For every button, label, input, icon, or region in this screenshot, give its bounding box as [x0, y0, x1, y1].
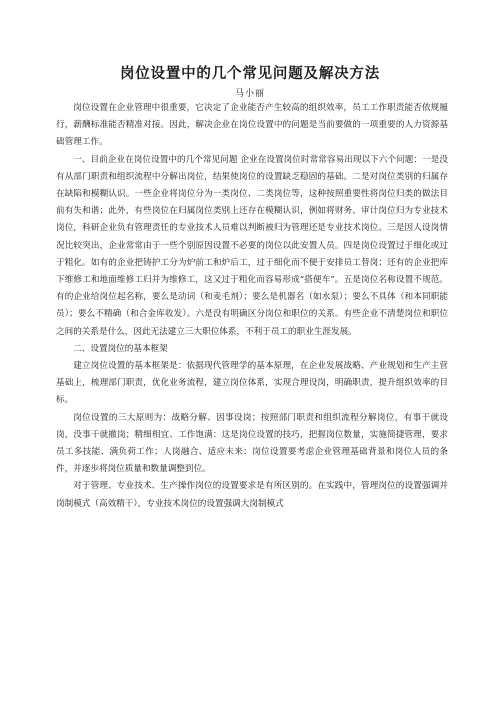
document-title: 岗位设置中的几个常见问题及解决方法	[119, 66, 381, 82]
section-2-heading: 二、设置岗位的基本框架	[73, 343, 168, 354]
requirements-paragraph: 对于管理、专业技术、生产操作岗位的设置要求是有所区别的。在实践中，管理岗位的设置强调并岗制模式（高效精干），专业技术岗位的设置强调大岗制模式	[56, 481, 448, 509]
intro-paragraph: 岗位设置在企业管理中很重要，它决定了企业能否产生较高的组织效率，员工工作职责能否依规履行，薪酬标准能否精准对接。因此，解决企业在岗位设置中的问题是当前要做的一项重要的人力资源基础管理工作。	[56, 103, 448, 148]
document-body	[56, 100, 448, 513]
document-author: 马小丽	[234, 89, 265, 99]
framework-paragraph: 建立岗位设置的基本框架是：依据现代管理学的基本原理，在企业发展战略、产业规划和生产主营基础上，梳理部门职责，优化业务流程，建立岗位体系，实现合理设岗，明确职责，提升组织效率的目标。	[56, 361, 448, 406]
section-1-paragraph: 一、目前企业在岗位设置中的几个常见问题 企业在设置岗位时常常容易出现以下六个问题：一是没有从部门职责和组织流程中分解出岗位，结果使岗位的设置缺乏稳固的基础。二是对岗位类别的归属存在缺陷和模糊认识。一些企业将岗位分为一类岗位、二类岗位等，这种按照重要性将岗位归类的做法目前有失和谐；此外，有些岗位在归属岗位类别上还存在模糊认识，例如将财务、审计岗位归为专业技术岗位，科研企业负有管理责任的专业技术人员难以判断被归为管理还是专业技术岗位。三是因人设岗情况比较突出，企业常常由于一些个别原因设置不必要的岗位以此安置人员。四是岗位设置过于细化或过于粗化。如有的企业把铸护工分为炉前工和炉后工，过于细化而不便于安排员工替岗；还有的企业把库下维修工和地面维修工归并为维修工，这又过于粗化而容易形成“搭便车”。五是岗位名称设置不规范。有的企业给岗位起名称，要么是动词（和麦毛剂）；要么是机器名（如水泵）；要么不具体（和本同职能员）；要么不精确（和合金库收发）。六是没有明确区分岗位和职位的关系。有些企业不清楚岗位和职位之间的关系是什么，因此无法建立三大职位体系，不利于员工的职业生涯发展。	[56, 154, 448, 337]
principles-paragraph: 岗位设置的三大原则为：战略分解、因事设岗；按照部门职责和组织流程分解岗位，有事干就设岗，没事干就撤岗；精细相宜、工作饱满：这是岗位设置的技巧，把握岗位数量，实施简捷管理，要求员工多技能、满负荷工作；人岗融合、适应未来：岗位设置要考虑企业管理基础背景和岗位人员的条件，并逐步将岗位质量和数量调整到位。	[56, 412, 448, 475]
